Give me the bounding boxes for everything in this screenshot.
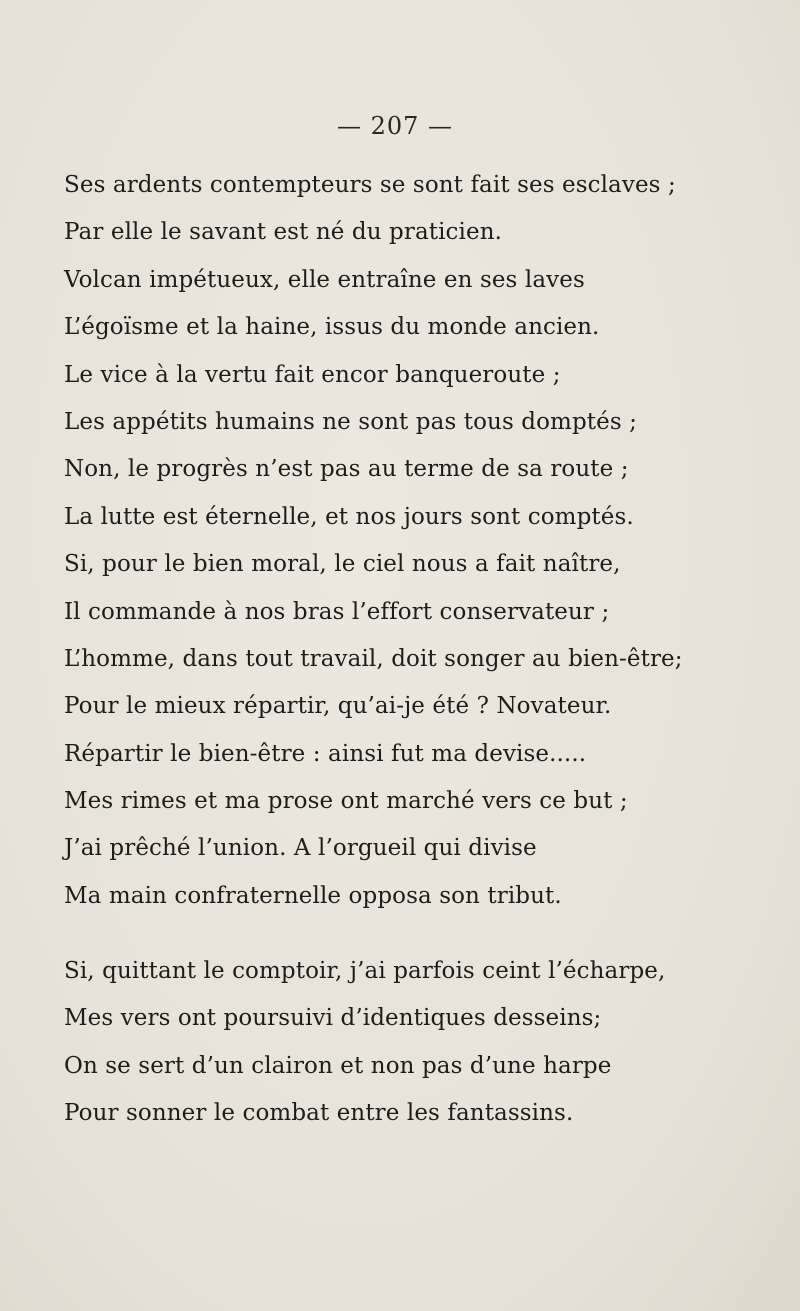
verse-line: Répartir le bien-être : ainsi fut ma devise..... [64,740,587,767]
verse-line: Il commande à nos bras l’effort conservateur ; [64,598,610,625]
verse-line: J’ai prêché l’union. A l’orgueil qui divise [64,835,537,862]
verse-line: Par elle le savant est né du praticien. [64,219,503,246]
stanza-1 [64,162,683,920]
verse-line: Si, quittant le comptoir, j’ai parfois ceint l’écharpe, [64,958,666,984]
verse-line: Ses ardents contempteurs se sont fait ses esclaves ; [64,172,676,198]
page-number: — 207 — [336,112,454,140]
verse-line: Les appétits humains ne sont pas tous domptés ; [64,408,637,435]
verse-line: Pour sonner le combat entre les fantassins. [64,1100,574,1127]
verse-line: L’égoïsme et la haine, issus du monde ancien. [64,314,600,341]
verse-line: Le vice à la vertu fait encor banqueroute ; [64,361,561,388]
verse-line: Si, pour le bien moral, le ciel nous a fait naître, [64,551,621,578]
stanza-2 [64,948,665,1138]
verse-line: On se sert d’un clairon et non pas d’une harpe [64,1052,612,1079]
verse-line: Pour le mieux répartir, qu’ai-je été ? Novateur. [64,693,612,720]
verse-line: Ma main confraternelle opposa son tribut. [64,882,562,909]
verse-line: Mes rimes et ma prose ont marché vers ce but ; [64,788,628,815]
verse-line: La lutte est éternelle, et nos jours sont comptés. [64,503,634,530]
verse-line: L’homme, dans tout travail, doit songer au bien-être; [64,645,683,672]
verse-line: Mes vers ont poursuivi d’identiques desseins; [64,1005,602,1032]
verse-line: Volcan impétueux, elle entraîne en ses laves [64,266,585,293]
verse-line: Non, le progrès n’est pas au terme de sa route ; [64,456,629,483]
